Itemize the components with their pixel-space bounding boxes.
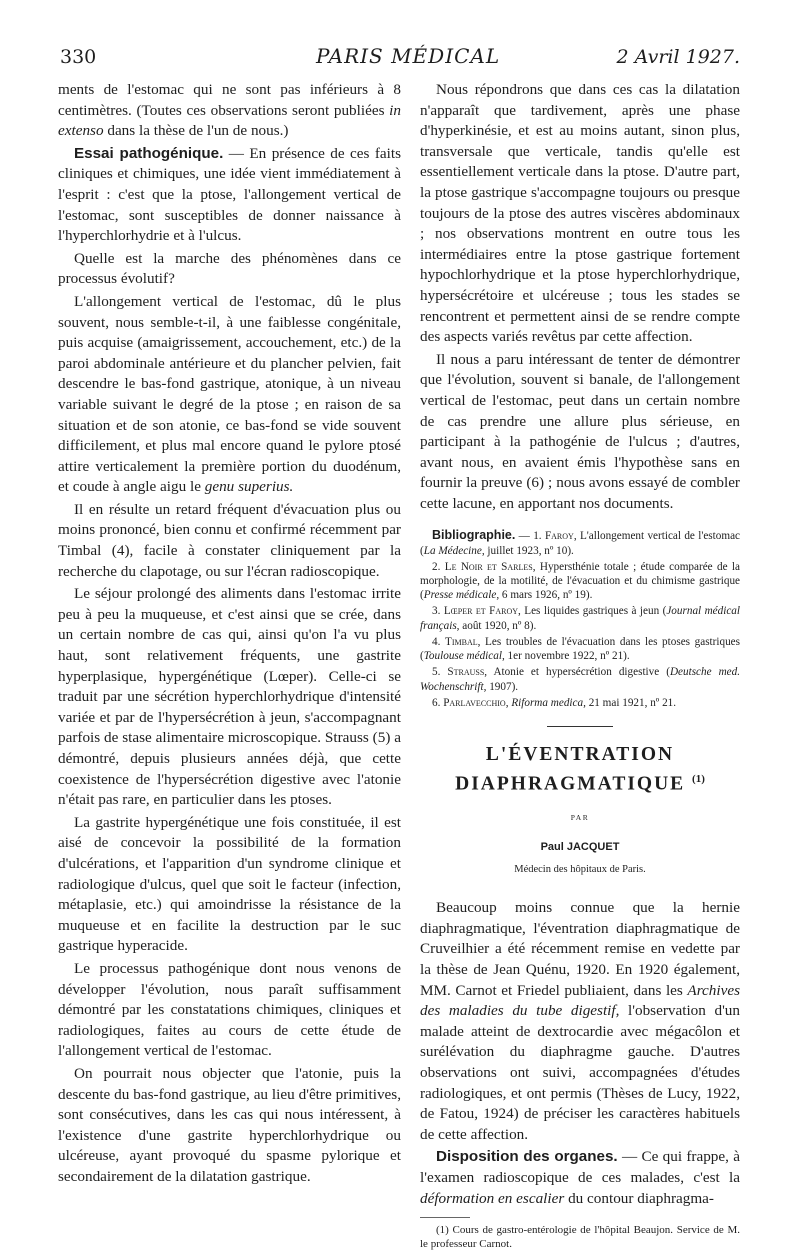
paragraph: ments de l'estomac qui ne sont pas inférieurs à 8 centimètres. (Toutes ces observations seront publiées in extenso dans la thèse de l'un de nous.) (58, 81, 401, 140)
biblio-entry-3: 3. Lœper et Faroy, Les liquides gastriques à jeun (Journal médical français, août 1920, nº 8). (420, 605, 740, 632)
paragraph: L'allongement vertical de l'estomac, dû le plus souvent, nous semble-t-il, à une faiblesse congénitale, puis acquise (amaigrissement, accouchement, etc.) de la paroi abdominale antérieure et du plancher pelvien, fait descendre le bas-fond gastrique, atonique, à un niveau variable suivant le degré de la ptose ; en raison de sa situation et de son atonie, ce bas-fond se vide souvent difficilement, et plus mal encore quand le pylore ptosé attire verticalement la première portion du duodénum, et coude à angle aigu le genu superius. (58, 292, 401, 496)
paragraph-essai: Essai pathogénique. — En présence de ces faits cliniques et chimiques, une idée vient immédiatement à l'esprit : c'est que la ptose, l'allongement vertical de l'estomac, sont susceptibles de donner naissance à l'hyperchlorhydrie et à l'ulcus. (58, 144, 401, 245)
paragraph: Beaucoup moins connue que la hernie diaphragmatique, l'éventration diaphragmatique de Cruveilhier a été récemment remise en vedette par la thèse de Jean Quénu, 1920. En 1920 également, MM. Carnot et Friedel publiaient, dans les Archives des maladies du tube digestif, l'observation d'un malade atteint de dextrocardie avec mégacôlon et surélévation du diaphragme gauche. D'autres observations ont suivi, accompagnées d'études radiologiques, et ont permis (Thèses de Lucy, 1922, de Fatou, 1924) de préciser les caractères habituels de cette affection. (420, 899, 740, 1143)
biblio-heading: Bibliographie. (432, 528, 516, 543)
footnote: (1) Cours de gastro-entérologie de l'hôpital Beaujon. Service de M. le professeur Carnot. (420, 1224, 740, 1251)
paragraph: Nous répondrons que dans ces cas la dilatation n'apparaît que tardivement, après une phase d'hyperkinésie, et est au moins autant, sinon plus, transversale que verticale, tandis qu'elle est essentiellement verticale dans la ptose. D'autre part, la ptose gastrique s'accompagne toujours ou presque toujours de la ptose des autres viscères abdominaux ; nos observations montrent en outre tous les intermédiaires entre la ptose gastrique fortement hypochlorhydrique et la ptose hyperchlorhydrique, hypersécrétoire et ulcéreuse ; tous les stades se rencontrent et permettent ainsi de se rendre compte des aspects variés revêtus par cette affection. (420, 81, 740, 346)
separator-rule (547, 726, 613, 727)
left-column (58, 80, 401, 1189)
paragraph: Il en résulte un retard fréquent d'évacuation plus ou moins prononcé, bien connu et confirmé récemment par Timbal (4), facile à constater cliniquement par la recherche du clapotage, ou sur l'écran radioscopique. (58, 500, 401, 580)
biblio-entry-4: 4. Timbal, Les troubles de l'évacuation dans les ptoses gastriques (Toulouse médical, 1er novembre 1922, nº 21). (420, 635, 740, 663)
section-heading: Disposition des organes. (436, 1148, 618, 1166)
biblio-entry-2: 2. Le Noir et Sarles, Hypersthénie totale ; étude comparée de la morphologie, de la motilité, de l'évacuation et du chimisme gastrique (Presse médicale, 6 mars 1926, nº 19). (420, 560, 740, 602)
footnote-rule (420, 1217, 470, 1218)
article-title: L'ÉVENTRATION DIAPHRAGMATIQUE $^{(1)}$ (455, 743, 705, 795)
paragraph: Le séjour prolongé des aliments dans l'estomac irrite peu à peu la muqueuse, et c'est ainsi que se crée, dans un certain nombre de cas qui, ainsi qu'on l'a vu plus haut, sont relativement fréquents, une gastrite hyperplasique, hypergénétique (Lœper). Celle-ci se traduit par une sécrétion hyperchlorhydrique d'intensité variée et par de l'hypersécrétion à jeun, s'accompagnant parfois de stase alimentaire microscopique. Strauss (5) a démontré, depuis plusieurs années déjà, que cette coexistence de l'hypersécrétion digestive avec l'atonie n'était pas rare, en particulier dans les ptoses. (58, 585, 401, 809)
byline-par: PAR (570, 813, 590, 823)
issue-date: 2 Avril 1927. (616, 46, 740, 68)
biblio-entry-1: Bibliographie. — 1. Faroy, L'allongement vertical de l'estomac (La Médecine, juillet 1923, nº 10). (420, 528, 740, 557)
paragraph: Il nous a paru intéressant de tenter de démontrer que l'évolution, souvent si banale, de l'allongement vertical de l'estomac, peut dans un certain nombre de cas prendre une allure plus sérieuse, en participant à la pathogénie de l'ulcus ; d'autres, avant nous, en avaient émis l'hypothèse sans en fournir la preuve (6) ; nous avons essayé de combler cette lacune, en apportant nos documents. (420, 350, 740, 512)
paragraph: Quelle est la marche des phénomènes dans ce processus évolutif? (58, 249, 401, 288)
biblio-entry-5: 5. Strauss, Atonie et hypersécrétion digestive (Deutsche med. Wochenschrift, 1907). (420, 666, 741, 693)
article-author: Paul JACQUET (540, 841, 620, 853)
author-affiliation: Médecin des hôpitaux de Paris. (514, 863, 646, 875)
paragraph: Le processus pathogénique dont nous venons de développer l'évolution, nous paraît suffisamment démontré par les constatations chimiques, cliniques et radiologiques, faites au cours de cette étude de l'allongement vertical de l'estomac. (58, 959, 401, 1060)
biblio-entry-6: 6. Parlavecchio, Riforma medica, 21 mai 1921, nº 21. (432, 696, 677, 709)
section-heading: Essai pathogénique. (74, 144, 224, 162)
page-number: 330 (60, 46, 97, 68)
footnote-mark: (1) (692, 772, 705, 785)
paragraph: On pourrait nous objecter que l'atonie, puis la descente du bas-fond gastrique, au lieu d'être primitives, sont consécutives, dans les cas qui nous intéressent, à l'existence d'une gastrite hyperchlorhydrique ou ulcéreuse, ayant provoqué du spasme pylorique et secondairement de la dilatation gastrique. (58, 1064, 401, 1185)
journal-title: PARIS MÉDICAL (316, 44, 501, 68)
paragraph-disposition: Disposition des organes. — Ce qui frappe, à l'examen radioscopique de ces malades, c'est la déformation en escalier du contour diaphragma- (420, 1148, 740, 1207)
bibliography (420, 528, 740, 709)
right-column (420, 80, 740, 1253)
paragraph: La gastrite hypergénétique une fois constituée, il est aisé de concevoir la possibilité de la formation d'ulcérations, et l'apparition d'un syndrome clinique et radiologique d'ulcus, quel que soit le facteur (infection, métaplasie, etc.) qui amoindrisse la résistance de la muqueuse et en facilite la destruction par le suc gastrique hyperacide. (58, 813, 401, 955)
